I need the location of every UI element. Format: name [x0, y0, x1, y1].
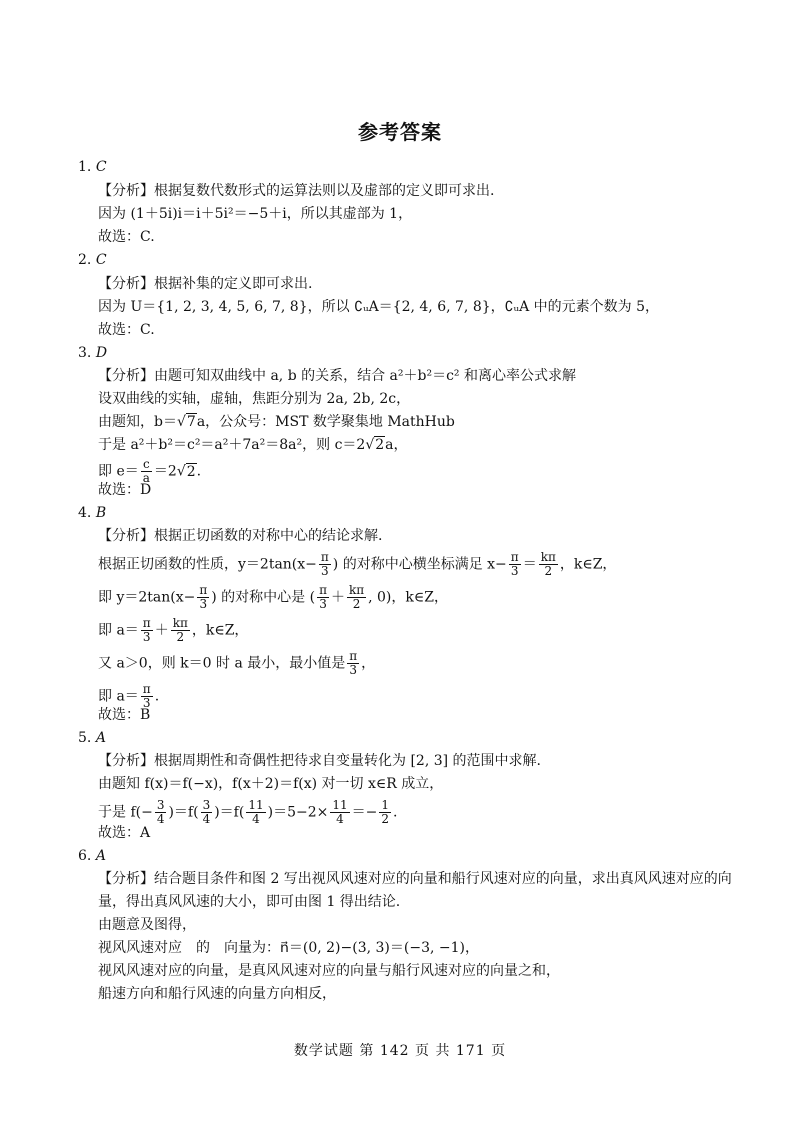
q5-step: 由题知 f(x)＝f(−x)，f(x＋2)＝f(x) 对一切 x∈R 成立， [98, 776, 444, 792]
question-6-answer [78, 846, 106, 866]
fraction: $\frac{k\pi}{2}$ [540, 550, 556, 578]
fraction: $\frac{3}{4}$ [202, 798, 211, 826]
answer-letter: C [95, 252, 107, 268]
fraction: $\frac{3}{4}$ [156, 798, 165, 826]
q5-analysis: 【分析】根据周期性和奇偶性把待求自变量转化为 [2, 3] 的范围中求解. [98, 753, 541, 769]
fraction: $\frac{\pi}{3}$ [319, 583, 327, 611]
question-number: 1. [78, 159, 92, 175]
answer-letter: B [95, 505, 107, 521]
fraction: $\frac{k\pi}{2}$ [348, 583, 365, 611]
page-footer: 数学试题 第 142 页 共 171 页 [293, 1043, 507, 1059]
q6-step: 视风风速对应的向量，是真风风速对应的向量与船行风速对应的向量之和， [98, 963, 560, 979]
question-number: 4. [78, 505, 92, 521]
fraction: $\frac{\pi}{3}$ [349, 649, 358, 677]
q4-step: 即 a＝ $\frac{\pi}{3}$ ＋ $\frac{k\pi}{2}$ ，k∈Z， [98, 616, 249, 644]
q3-step: 设双曲线的实轴，虚轴，焦距分别为 2a, 2b, 2c， [98, 391, 411, 407]
question-number: 5. [78, 730, 92, 746]
q4-step: 根据正切函数的性质，y＝2tan(x− $\frac{\pi}{3}$ ) 的对称中心横坐标满足 x− $\frac{\pi}{3}$ ＝ $\frac{k\pi}{2}$ ，k∈Z， [98, 550, 617, 578]
fraction: $\frac{\pi}{3}$ [142, 616, 151, 644]
q5-choice: 故选：A [98, 825, 151, 841]
q1-choice: 故选：C. [98, 229, 155, 245]
answer-letter: D [95, 345, 108, 361]
q1-step: 因为 (1＋5i)i＝i＋5i²＝−5＋i，所以其虚部为 1， [98, 206, 413, 222]
fraction: $\frac{1}{2}$ [381, 798, 390, 826]
fraction: $\frac{\pi}{3}$ [199, 583, 208, 611]
fraction: $\frac{\pi}{3}$ [142, 682, 151, 710]
q4-choice: 故选：B [98, 707, 151, 723]
question-2-answer [78, 250, 107, 270]
fraction: $\frac{c}{a}$ [142, 457, 150, 485]
question-5-answer [78, 728, 106, 748]
q2-step: 因为 U＝{1, 2, 3, 4, 5, 6, 7, 8}，所以 ∁ᵤA＝{2, 4, 6, 7, 8}，∁ᵤA 中的元素个数为 5， [98, 299, 660, 315]
fraction: $\frac{\pi}{3}$ [510, 550, 519, 578]
fraction: $\frac{k\pi}{2}$ [172, 616, 188, 644]
question-3-answer [78, 343, 107, 363]
q2-choice: 故选：C. [98, 322, 155, 338]
q1-analysis: 【分析】根据复数代数形式的运算法则以及虚部的定义即可求出. [98, 183, 495, 199]
answer-letter: A [95, 730, 106, 746]
question-4-answer [78, 503, 106, 523]
q6-analysis-cont: 量，得出真风风速的大小，即可由图 1 得出结论. [98, 894, 401, 910]
q4-step: 又 a＞0，则 k＝0 时 a 最小，最小值是 $\frac{\pi}{3}$ ， [98, 649, 376, 677]
q3-step: 即 e＝ $\frac{c}{a}$ ＝2√2. [98, 457, 202, 485]
question-number: 2. [78, 252, 92, 268]
q4-step: 即 a＝ $\frac{\pi}{3}$ . [98, 682, 160, 710]
q4-step: 即 y＝2tan(x− $\frac{\pi}{3}$ ) 的对称中心是 ( $\frac{\pi}{3}$ ＋ $\frac{k\pi}{2}$ , 0)，k∈Z， [98, 583, 448, 611]
question-number: 6. [78, 848, 92, 864]
answer-letter: C [95, 159, 107, 175]
page-title: 参考答案 [358, 120, 442, 144]
q3-step: 由题知，b＝√7a，公众号：MST 数学聚集地 MathHub [98, 414, 455, 430]
q5-step: 于是 f(− $\frac{3}{4}$ )＝f( $\frac{3}{4}$ )＝f( $\frac{11}{4}$ )＝5−2× $\frac{11}{4}$ ＝− $\frac{1}{2}$ . [98, 798, 398, 826]
q6-step: 由题意及图得， [98, 917, 196, 933]
q4-analysis: 【分析】根据正切函数的对称中心的结论求解. [98, 528, 383, 544]
q3-choice: 故选：D [98, 482, 152, 498]
q2-analysis: 【分析】根据补集的定义即可求出. [98, 276, 313, 292]
fraction: $\frac{11}{4}$ [332, 798, 348, 826]
q3-analysis: 【分析】由题可知双曲线中 a, b 的关系，结合 a²＋b²＝c² 和离心率公式求解 [98, 368, 576, 384]
q6-step: 船速方向和船行风速的向量方向相反， [98, 986, 336, 1002]
q3-step: 于是 a²＋b²＝c²＝a²＋7a²＝8a²，则 c＝2√2a， [98, 437, 408, 453]
fraction: $\frac{\pi}{3}$ [320, 550, 329, 578]
fraction: $\frac{11}{4}$ [248, 798, 264, 826]
q6-analysis: 【分析】结合题目条件和图 2 写出视风风速对应的向量和船行风速对应的向量，求出真风风速对应的向 [98, 871, 732, 887]
q6-step: 视风风速对应 的 向量为：n⃗＝(0, 2)−(3, 3)＝(−3, −1)， [98, 940, 479, 956]
question-number: 3. [78, 345, 92, 361]
question-1-answer [78, 157, 107, 177]
answer-letter: A [95, 848, 106, 864]
